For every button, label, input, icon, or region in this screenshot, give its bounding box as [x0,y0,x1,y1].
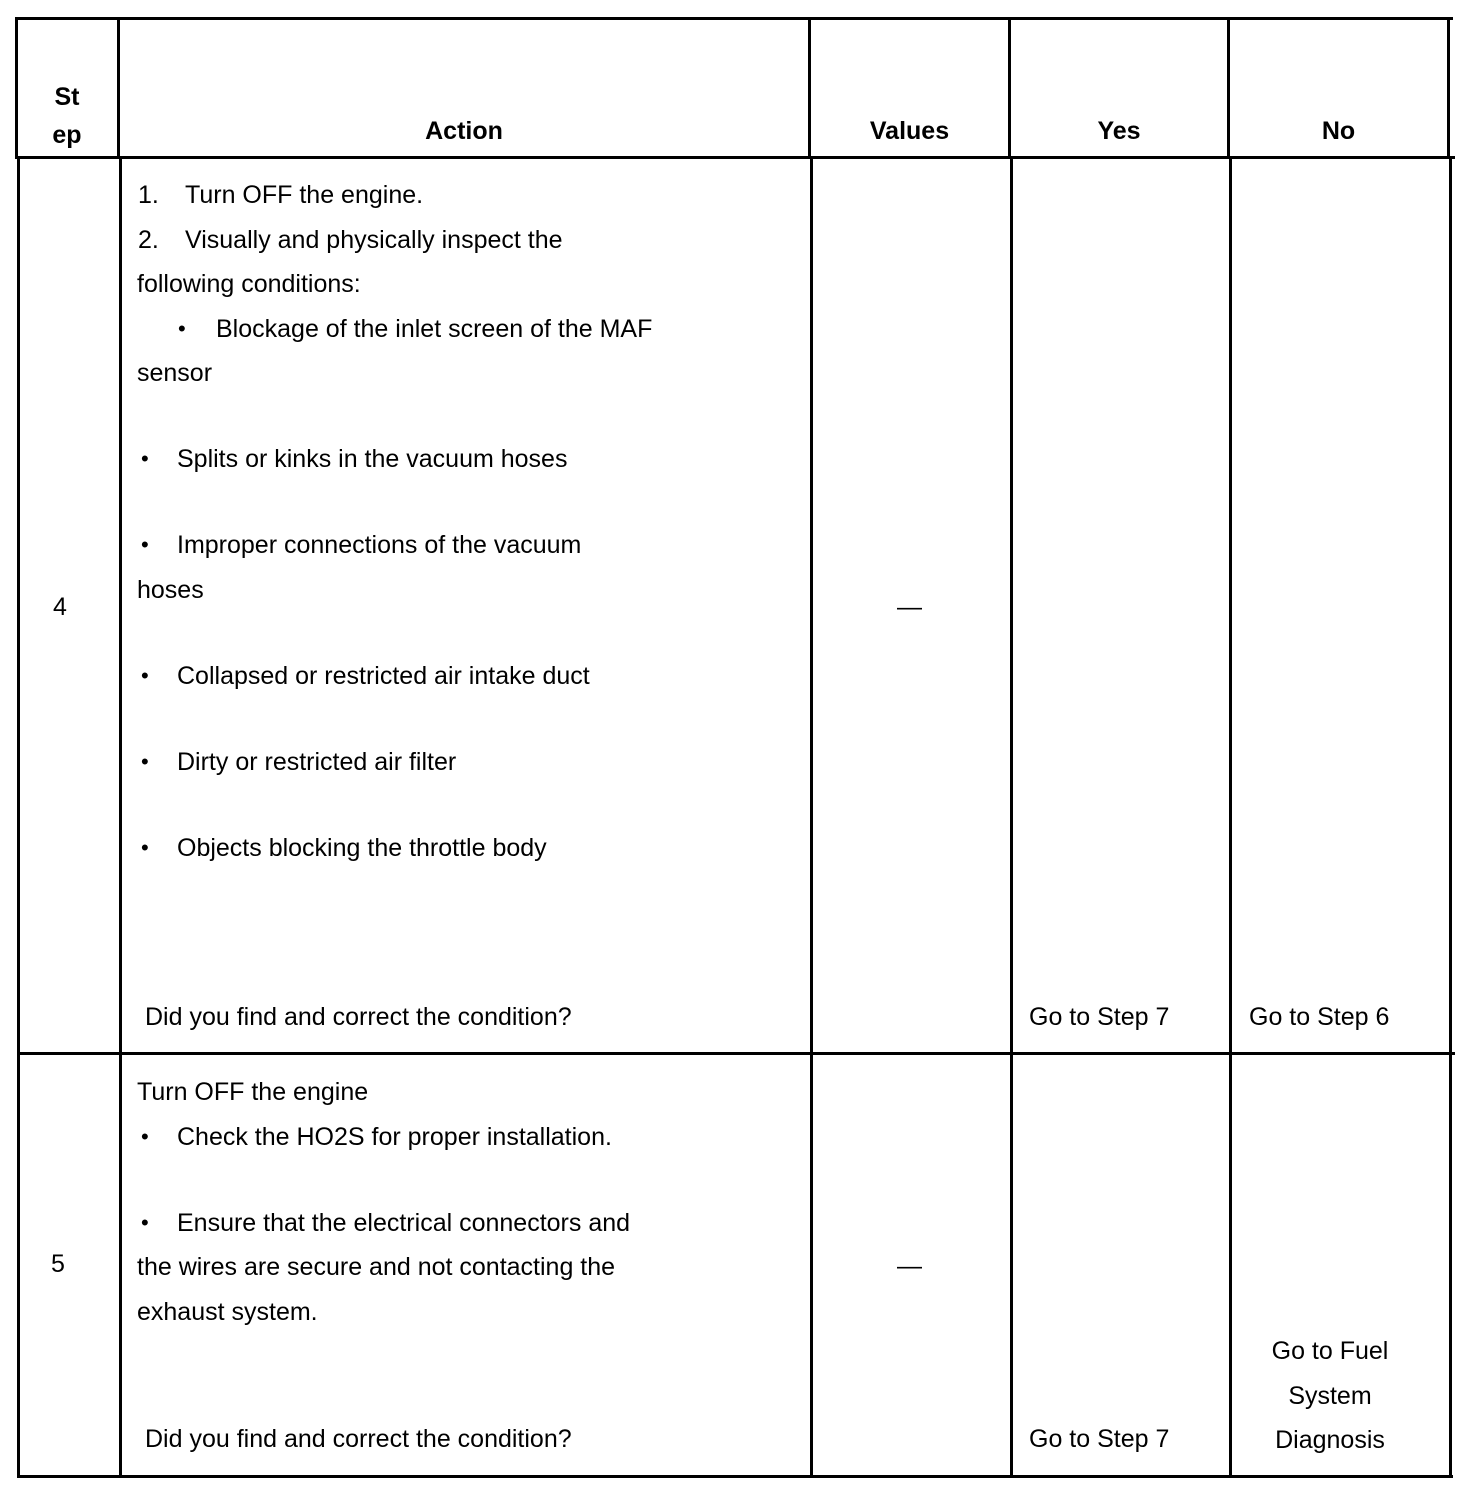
row-4-bullet-1-text-cont: sensor [137,359,213,387]
col-divider-yes-body [1229,156,1232,1478]
table-border-top [15,17,1453,20]
row-4-question: Did you find and correct the condition? [145,1003,572,1031]
header-values: Values [869,117,950,145]
header-step-line2: ep [52,121,82,149]
row-4-bullet-1-text: Blockage of the inlet screen of the MAF [216,315,653,343]
row-5-values: — [897,1252,922,1280]
row-4-bullet-3-text-cont: hoses [137,576,204,604]
row-5-bullet-2-text-cont1: the wires are secure and not contacting the [137,1253,616,1281]
header-step [17,78,117,154]
col-divider-step-body [119,156,122,1478]
row-4-item2-num: 2. [138,226,159,254]
header-step-line1: St [54,83,80,111]
row-4-bullet-1-marker: • [178,316,186,341]
row-4-item2-text: Visually and physically inspect the [185,226,563,254]
row-4-bullet-6-text: Objects blocking the throttle body [177,834,547,862]
row-4-step: 4 [53,593,67,621]
table-border-right-body [1449,156,1452,1478]
row-4-bullet-3-marker: • [141,532,149,557]
row-4-bullet-5-marker: • [141,749,149,774]
row-4-bullet-6-marker: • [141,835,149,860]
row-5-no-line2: System [1288,1381,1372,1410]
row-5-bullet-1-marker: • [141,1124,149,1149]
row-4-bullet-5-text: Dirty or restricted air filter [177,748,457,776]
row-4-bullet-4-text: Collapsed or restricted air intake duct [177,662,590,690]
row-5-step: 5 [51,1250,65,1278]
row-5-bullet-2-text: Ensure that the electrical connectors and [177,1209,631,1237]
row-4-bullet-2-marker: • [141,446,149,471]
row-4-item1-num: 1. [138,181,159,209]
row-4-values: — [897,593,922,621]
row-5-no-line3: Diagnosis [1275,1426,1385,1454]
header-yes: Yes [1097,117,1141,145]
header-action: Action [425,117,503,145]
row-4-item2-text-cont: following conditions: [137,270,361,298]
row-divider [17,1052,1455,1055]
row-5-bullet-2-text-cont2: exhaust system. [137,1298,318,1326]
header-no: No [1321,117,1356,145]
row-4-bullet-4-marker: • [141,663,149,688]
row-4-bullet-2-text: Splits or kinks in the vacuum hoses [177,445,568,473]
table-border-right [1447,17,1450,158]
row-5-yes: Go to Step 7 [1029,1425,1170,1453]
table-border-bottom [17,1475,1453,1478]
row-4-no: Go to Step 6 [1249,1003,1390,1031]
row-5-intro: Turn OFF the engine [137,1078,369,1106]
row-4-item1-text: Turn OFF the engine. [185,181,424,209]
row-5-question: Did you find and correct the condition? [145,1425,572,1453]
col-divider-values-body [1010,156,1013,1478]
row-5-no-line1: Go to Fuel [1271,1337,1389,1365]
row-5-bullet-1-text: Check the HO2S for proper installation. [177,1123,612,1151]
header-divider [15,156,1455,159]
row-5-bullet-2-marker: • [141,1210,149,1235]
row-4-bullet-3-text: Improper connections of the vacuum [177,531,582,559]
row-4-yes: Go to Step 7 [1029,1003,1170,1031]
row-5-no [1230,1329,1430,1463]
